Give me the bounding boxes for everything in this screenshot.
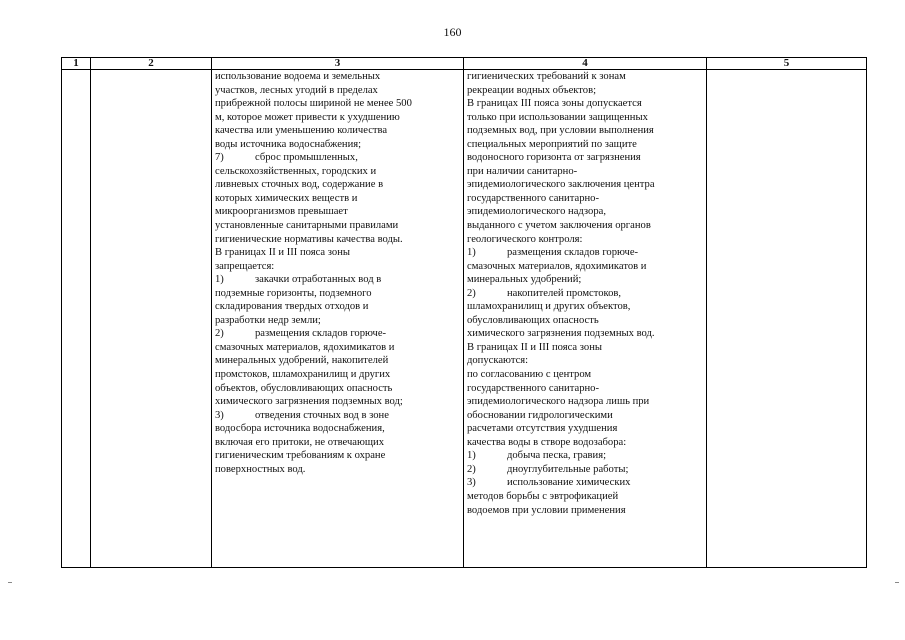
line-text: шламохранилищ и других объектов, [467, 301, 631, 313]
column-header-3: 3 [212, 58, 464, 70]
text-line [467, 327, 703, 341]
text-line [467, 84, 703, 98]
text-line [215, 463, 460, 477]
line-text: микроорганизмов превышает [215, 206, 348, 218]
line-text: м, которое может привести к ухудшению [215, 111, 400, 123]
text-line [467, 233, 703, 247]
text-line [215, 422, 460, 436]
text-line [467, 111, 703, 125]
text-line [215, 287, 460, 301]
text-line [467, 436, 703, 450]
list-number: 1) [215, 274, 224, 286]
text-line [215, 70, 460, 84]
text-line [215, 354, 460, 368]
line-text: установленные санитарными правилами [215, 220, 399, 232]
line-text: водоносного горизонта от загрязнения [467, 152, 641, 164]
text-line [467, 395, 703, 409]
line-text: качества или уменьшению количества [215, 125, 388, 137]
text-line [467, 490, 703, 504]
text-line [467, 409, 703, 423]
text-line [215, 382, 460, 396]
line-text: подземные горизонты, подземного [215, 287, 372, 299]
line-text: использование химических [507, 477, 631, 489]
text-line [467, 273, 703, 287]
line-text: объектов, обусловливающих опасность [215, 382, 393, 394]
line-text: эпидемиологического заключения центра [467, 179, 655, 191]
line-text: гигиенических требований к зонам [467, 71, 626, 82]
text-line [215, 341, 460, 355]
text-line [215, 97, 460, 111]
line-text: ливневых сточных вод, содержание в [215, 179, 384, 191]
text-line [467, 260, 703, 274]
line-text: сельскохозяйственных, городских и [215, 165, 377, 177]
line-text: добыча песка, гравия; [507, 450, 607, 462]
line-text: отведения сточных вод в зоне [255, 409, 389, 421]
text-line [215, 151, 460, 165]
line-text: государственного санитарно- [467, 382, 599, 394]
line-text: воды источника водоснабжения; [215, 138, 362, 150]
text-line [215, 395, 460, 409]
line-text: гигиеническим требованиям к охране [215, 450, 386, 462]
line-text: допускаются: [467, 355, 529, 367]
line-text: минеральных удобрений, накопителей [215, 355, 389, 367]
list-number: 2) [215, 328, 224, 340]
column-header-1: 1 [62, 58, 91, 70]
line-text: смазочных материалов, ядохимикатов и [215, 341, 395, 353]
cell-col-4 [464, 70, 707, 568]
document-table [61, 57, 867, 568]
line-text: поверхностных вод. [215, 463, 306, 475]
line-text: смазочных материалов, ядохимикатов и [467, 260, 647, 272]
page-number: 160 [443, 25, 462, 39]
scan-mark [895, 582, 899, 583]
line-text: химического загрязнения подземных вод; [215, 396, 403, 408]
text-line [467, 205, 703, 219]
line-text: при наличии санитарно- [467, 165, 578, 177]
cell-col-1 [62, 70, 91, 568]
line-text: использование водоема и земельных [215, 71, 381, 82]
line-text: размещения складов горюче- [255, 328, 387, 340]
line-text: только при использовании защищенных [467, 111, 648, 123]
list-number: 1) [467, 247, 476, 259]
text-line [215, 84, 460, 98]
text-line [467, 178, 703, 192]
scan-mark [8, 582, 12, 583]
text-line [467, 70, 703, 84]
line-text: размещения складов горюче- [507, 247, 639, 259]
list-number: 1) [467, 450, 476, 462]
line-text: эпидемиологического надзора, [467, 206, 606, 218]
list-number: 2) [467, 287, 476, 299]
text-line [215, 260, 460, 274]
line-text: включая его притоки, не отвечающих [215, 436, 385, 448]
line-text: обусловливающих опасность [467, 314, 599, 326]
text-line [467, 504, 703, 518]
line-text: по согласованию с центром [467, 369, 592, 381]
line-text: запрещается: [215, 260, 275, 272]
line-text: сброс промышленных, [255, 152, 358, 164]
line-text: специальных мероприятий по защите [467, 138, 637, 150]
text-line [215, 436, 460, 450]
text-line [215, 409, 460, 423]
line-text: водосбора источника водоснабжения, [215, 423, 385, 435]
list-number: 7) [215, 152, 224, 164]
text-line [467, 219, 703, 233]
line-text: дноуглубительные работы; [507, 463, 629, 475]
text-line [215, 233, 460, 247]
text-line [467, 246, 703, 260]
text-line [467, 192, 703, 206]
text-line [467, 463, 703, 477]
line-text: участков, лесных угодий в пределах [215, 84, 378, 96]
text-line [215, 219, 460, 233]
text-line [215, 300, 460, 314]
text-line [467, 287, 703, 301]
line-text: государственного санитарно- [467, 192, 599, 204]
cell-col-2 [91, 70, 212, 568]
line-text: геологического контроля: [467, 233, 583, 245]
column-header-5: 5 [707, 58, 867, 70]
line-text: В границах II и III пояса зоны [467, 341, 602, 353]
line-text: методов борьбы с эвтрофикацией [467, 490, 619, 502]
line-text: складирования твердых отходов и [215, 301, 369, 313]
line-text: качества воды в створе водозабора: [467, 436, 627, 448]
list-number: 3) [467, 477, 476, 489]
cell-col-5 [707, 70, 867, 568]
text-line [215, 178, 460, 192]
line-text: водоемов при условии применения [467, 504, 626, 516]
text-line [467, 449, 703, 463]
text-line [467, 422, 703, 436]
line-text: обосновании гидрологическими [467, 409, 613, 421]
text-line [215, 314, 460, 328]
text-line [467, 300, 703, 314]
text-line [215, 192, 460, 206]
column-header-2: 2 [91, 58, 212, 70]
line-text: химического загрязнения подземных вод. [467, 328, 655, 340]
text-line [215, 205, 460, 219]
line-text: которых химических веществ и [215, 192, 358, 204]
line-text: выданного с учетом заключения органов [467, 220, 651, 232]
line-text: В границах III пояса зоны допускается [467, 98, 642, 110]
list-number: 2) [467, 463, 476, 475]
text-line [467, 382, 703, 396]
line-text: минеральных удобрений; [467, 274, 582, 286]
text-line [215, 124, 460, 138]
text-line [215, 138, 460, 152]
text-line [467, 151, 703, 165]
text-line [215, 327, 460, 341]
text-line [215, 111, 460, 125]
text-line [467, 314, 703, 328]
list-number: 3) [215, 409, 224, 421]
text-line [215, 165, 460, 179]
cell-col-3 [212, 70, 464, 568]
line-text: гигиенические нормативы качества воды. [215, 233, 403, 245]
line-text: В границах II и III пояса зоны [215, 247, 350, 259]
text-line [467, 354, 703, 368]
text-line [467, 341, 703, 355]
line-text: подземных вод, при условии выполнения [467, 125, 654, 137]
text-line [467, 97, 703, 111]
text-line [467, 476, 703, 490]
line-text: прибрежной полосы шириной не менее 500 [215, 98, 412, 110]
line-text: закачки отработанных вод в [255, 274, 382, 286]
text-line [215, 449, 460, 463]
table-row [62, 70, 867, 568]
line-text: разработки недр земли; [215, 314, 321, 326]
text-line [215, 368, 460, 382]
line-text: эпидемиологического надзора лишь при [467, 396, 650, 408]
text-line [215, 273, 460, 287]
line-text: промстоков, шламохранилищ и других [215, 369, 391, 381]
text-line [467, 124, 703, 138]
line-text: накопителей промстоков, [507, 287, 622, 299]
text-line [467, 138, 703, 152]
line-text: рекреации водных объектов; [467, 84, 597, 96]
line-text: расчетами отсутствия ухудшения [467, 423, 618, 435]
text-line [467, 165, 703, 179]
text-line [215, 246, 460, 260]
column-header-4: 4 [464, 58, 707, 70]
text-line [467, 368, 703, 382]
header-row [62, 58, 867, 70]
